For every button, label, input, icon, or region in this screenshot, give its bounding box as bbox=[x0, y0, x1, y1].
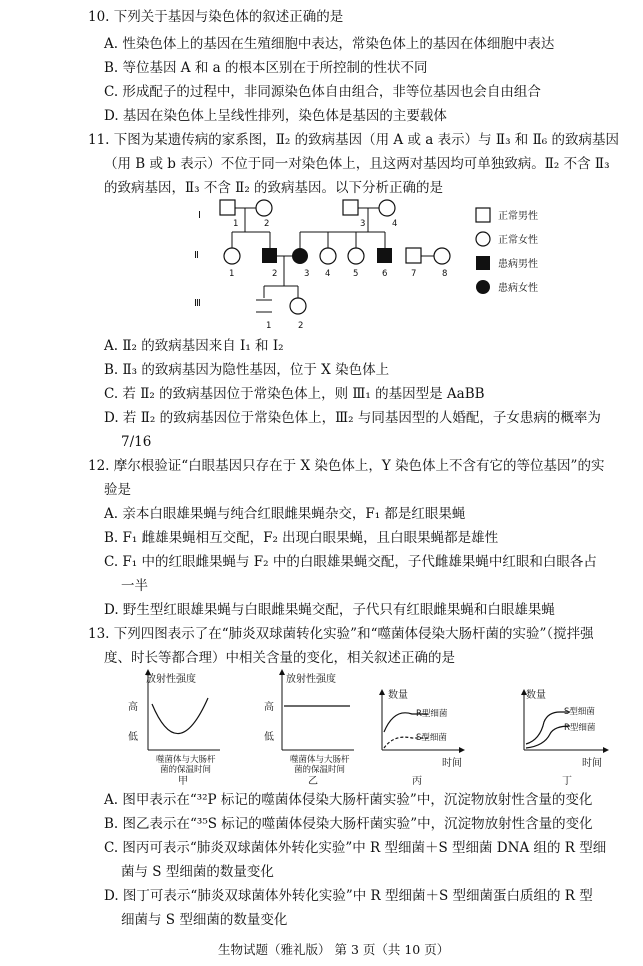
legend-affected-male: 患病男性 bbox=[498, 259, 538, 270]
q10-option-d: D. 基因在染色体上呈线性排列，染色体是基因的主要载体 bbox=[104, 108, 447, 124]
legend-affected-female: 患病女性 bbox=[498, 283, 538, 294]
II6-affected-male bbox=[377, 248, 392, 263]
legend-normal-male: 正常男性 bbox=[498, 211, 538, 222]
II7-normal-male bbox=[406, 248, 421, 263]
I4-normal-female bbox=[379, 200, 395, 216]
graph-jia bbox=[128, 672, 220, 786]
jia-ylabel: 放射性强度 bbox=[146, 674, 196, 685]
jia-low: 低 bbox=[128, 732, 138, 743]
legend-normal-female: 正常女性 bbox=[498, 235, 538, 246]
q12-option-d: D. 野生型红眼雄果蝇与白眼雌果蝇交配，子代只有红眼雌果蝇和白眼雄果蝇 bbox=[104, 602, 555, 618]
num-II7: 7 bbox=[411, 269, 417, 279]
bing-ylabel: 数量 bbox=[388, 690, 408, 701]
legend-normal-male-symbol bbox=[476, 208, 490, 222]
bing-xlabel: 时间 bbox=[442, 758, 462, 769]
III2-normal-female bbox=[290, 298, 306, 314]
jia-xlabel-2: 菌的保温时间 bbox=[160, 765, 212, 775]
II8-normal-female bbox=[434, 248, 450, 264]
yi-low: 低 bbox=[264, 732, 274, 743]
q13-option-a: A. 图甲表示在“³²P 标记的噬菌体侵染大肠杆菌实验”中，沉淀物放射性含量的变化 bbox=[104, 792, 593, 808]
num-II4: 4 bbox=[325, 269, 331, 279]
num-II2: 2 bbox=[272, 269, 278, 279]
q12-option-b: B. F₁ 雌雄果蝇相互交配，F₂ 出现白眼果蝇，且白眼果蝇都是雄性 bbox=[104, 530, 499, 546]
jia-high: 高 bbox=[128, 702, 138, 713]
num-I3: 3 bbox=[360, 219, 366, 229]
q11-stem-line2: （用 B 或 b 表示）不位于同一对染色体上，且这两对基因均可单独致病。Ⅱ₂ 不含 Ⅱ₃ bbox=[104, 156, 610, 172]
num-II8: 8 bbox=[442, 269, 448, 279]
q13-option-d: D. 图丁可表示“肺炎双球菌体外转化实验”中 R 型细菌＋S 型细菌蛋白质组的 R 型 bbox=[104, 888, 593, 904]
ding-xlabel: 时间 bbox=[582, 758, 602, 769]
q11-stem-line1: 11. 下图为某遗传病的家系图，Ⅱ₂ 的致病基因（用 A 或 a 表示）与 Ⅱ₃ 和 Ⅱ₆ 的致病基因 bbox=[88, 132, 619, 148]
q10-option-c: C. 形成配子的过程中，非同源染色体自由组合，非等位基因也会自由组合 bbox=[104, 84, 541, 100]
yi-xlabel-1: 噬菌体与大肠杆 bbox=[290, 755, 350, 765]
I1-normal-male bbox=[220, 200, 235, 215]
legend-affected-female-symbol bbox=[476, 280, 490, 294]
num-I4: 4 bbox=[392, 219, 398, 229]
legend-affected-male-symbol bbox=[476, 256, 490, 270]
graph-bing bbox=[382, 688, 462, 786]
ding-ylabel: 数量 bbox=[526, 690, 546, 701]
gen-label-I: Ⅰ bbox=[198, 210, 201, 221]
q10-stem: 10. 下列关于基因与染色体的叙述正确的是 bbox=[88, 9, 344, 25]
ding-s-label: S型细菌 bbox=[564, 707, 595, 717]
num-II6: 6 bbox=[382, 269, 388, 279]
q12-option-c-cont: 一半 bbox=[121, 578, 148, 594]
II5-normal-female bbox=[348, 248, 364, 264]
I3-normal-male bbox=[343, 200, 358, 215]
ding-caption: 丁 bbox=[562, 776, 572, 786]
num-III2: 2 bbox=[298, 321, 304, 331]
bing-r-label: R型细菌 bbox=[416, 709, 448, 719]
II4-normal-female bbox=[320, 248, 336, 264]
q11-option-c: C. 若 Ⅱ₂ 的致病基因位于常染色体上，则 Ⅲ₁ 的基因型是 AaBB bbox=[104, 386, 485, 402]
q12-option-a: A. 亲本白眼雄果蝇与纯合红眼雌果蝇杂交，F₁ 都是红眼果蝇 bbox=[104, 506, 466, 522]
num-II3: 3 bbox=[304, 269, 310, 279]
ding-r-label: R型细菌 bbox=[564, 723, 596, 733]
yi-ylabel: 放射性强度 bbox=[286, 674, 336, 685]
yi-high: 高 bbox=[264, 702, 274, 713]
q10-option-a: A. 性染色体上的基因在生殖细胞中表达，常染色体上的基因在体细胞中表达 bbox=[104, 36, 555, 52]
II1-normal-female bbox=[224, 248, 240, 264]
jia-curve bbox=[152, 698, 208, 734]
q11-option-d-cont: 7/16 bbox=[121, 434, 152, 450]
q13-option-b: B. 图乙表示在“³⁵S 标记的噬菌体侵染大肠杆菌实验”中，沉淀物放射性含量的变化 bbox=[104, 816, 593, 832]
bing-s-label: S型细菌 bbox=[416, 733, 447, 743]
page-footer: 生物试题（雅礼版） 第 3 页（共 10 页） bbox=[218, 942, 450, 957]
pedigree-chart bbox=[180, 196, 580, 336]
I2-normal-female bbox=[256, 200, 272, 216]
jia-xlabel-1: 噬菌体与大肠杆 bbox=[156, 755, 216, 765]
num-III1: 1 bbox=[266, 321, 272, 331]
q13-stem-line1: 13. 下列四图表示了在“肺炎双球菌转化实验”和“噬菌体侵染大肠杆菌的实验”（搅拌强 bbox=[88, 626, 594, 642]
q13-option-c-cont: 菌与 S 型细菌的数量变化 bbox=[121, 864, 274, 880]
legend-normal-female-symbol bbox=[476, 232, 490, 246]
gen-label-II: Ⅱ bbox=[194, 250, 199, 261]
q13-stem-line2: 度、时长等都合理）中相关含量的变化，相关叙述正确的是 bbox=[104, 650, 455, 666]
q13-option-d-cont: 细菌与 S 型细菌的数量变化 bbox=[121, 912, 288, 928]
graph-yi bbox=[264, 672, 354, 786]
graph-ding bbox=[524, 688, 606, 786]
II3-affected-female bbox=[292, 248, 308, 264]
q12-stem-line2: 验是 bbox=[104, 482, 131, 498]
q11-option-d: D. 若 Ⅱ₂ 的致病基因位于常染色体上，Ⅲ₂ 与同基因型的人婚配，子女患病的概率为 bbox=[104, 410, 601, 426]
yi-caption: 乙 bbox=[308, 776, 318, 786]
II2-affected-male bbox=[262, 248, 277, 263]
q11-option-a: A. Ⅱ₂ 的致病基因来自 Ⅰ₁ 和 Ⅰ₂ bbox=[104, 338, 284, 354]
q13-option-c: C. 图丙可表示“肺炎双球菌体外转化实验”中 R 型细菌＋S 型细菌 DNA 组的 R 型细 bbox=[104, 840, 607, 856]
q13-graphs bbox=[112, 668, 612, 786]
q12-option-c: C. F₁ 中的红眼雌果蝇与 F₂ 中的白眼雄果蝇交配，子代雌雄果蝇中红眼和白眼各占 bbox=[104, 554, 597, 570]
num-I2: 2 bbox=[264, 219, 270, 229]
q11-stem-line3: 的致病基因，Ⅱ₃ 不含 Ⅱ₂ 的致病基因。以下分析正确的是 bbox=[104, 180, 444, 196]
yi-xlabel-2: 菌的保温时间 bbox=[294, 765, 346, 775]
jia-caption: 甲 bbox=[178, 776, 188, 786]
num-II5: 5 bbox=[353, 269, 359, 279]
bing-caption: 丙 bbox=[412, 776, 422, 786]
num-I1: 1 bbox=[233, 219, 239, 229]
gen-label-III: Ⅲ bbox=[194, 298, 201, 309]
q11-option-b: B. Ⅱ₃ 的致病基因为隐性基因，位于 X 染色体上 bbox=[104, 362, 390, 378]
num-II1: 1 bbox=[229, 269, 235, 279]
q12-stem-line1: 12. 摩尔根验证“白眼基因只存在于 X 染色体上，Y 染色体上不含有它的等位基因”的实 bbox=[88, 458, 605, 474]
q10-option-b: B. 等位基因 A 和 a 的根本区别在于所控制的性状不同 bbox=[104, 60, 428, 76]
